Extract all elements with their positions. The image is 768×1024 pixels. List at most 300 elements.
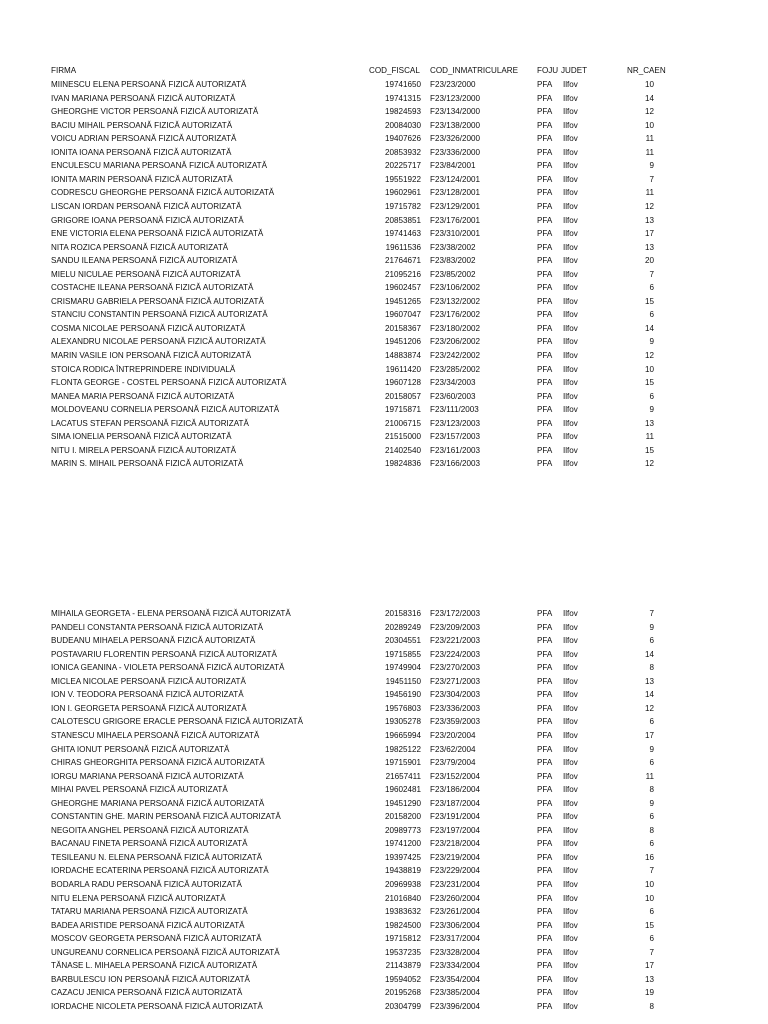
cell-cod-fiscal: 19741650 bbox=[384, 80, 421, 89]
table-row bbox=[0, 376, 768, 390]
cell-cod-inmatriculare: F23/359/2003 bbox=[430, 717, 480, 727]
table-row bbox=[0, 254, 768, 268]
table-row bbox=[0, 268, 768, 282]
table-row bbox=[0, 634, 768, 648]
cell-cod-fiscal: 21016840 bbox=[384, 893, 421, 903]
cell-firma: MARIN VASILE ION PERSOANĂ FIZICĂ AUTORIZATĂ bbox=[51, 351, 252, 360]
table-row bbox=[0, 756, 768, 770]
cell-nr-caen: 17 bbox=[644, 730, 654, 740]
cell-firma: COSMA NICOLAE PERSOANĂ FIZICĂ AUTORIZATĂ bbox=[51, 323, 246, 333]
cell-nr-caen: 6 bbox=[649, 283, 654, 293]
cell-firma: MOSCOV GEORGETA PERSOANĂ FIZICĂ AUTORIZATĂ bbox=[51, 934, 262, 944]
cell-firma: IORDACHE ECATERINA PERSOANĂ FIZICĂ AUTORIZATĂ bbox=[51, 866, 269, 876]
cell-cod-fiscal: 20225717 bbox=[384, 161, 421, 171]
cell-nr-caen: 14 bbox=[644, 93, 654, 103]
cell-firma: MIELU NICULAE PERSOANĂ FIZICĂ AUTORIZATĂ bbox=[51, 269, 241, 279]
table-row bbox=[0, 607, 768, 621]
cell-cod-fiscal: 19451265 bbox=[384, 296, 421, 306]
cell-nr-caen: 8 bbox=[649, 785, 654, 795]
cell-cod-fiscal: 21515000 bbox=[384, 432, 421, 442]
cell-foju: PFA bbox=[537, 703, 553, 713]
cell-foju: PFA bbox=[537, 744, 553, 754]
cell-judet: Ilfov bbox=[563, 188, 578, 198]
cell-judet: Ilfov bbox=[563, 269, 578, 279]
cell-cod-fiscal: 19451150 bbox=[385, 676, 421, 686]
cell-cod-fiscal: 21402540 bbox=[384, 445, 421, 455]
cell-judet: Ilfov bbox=[563, 866, 578, 876]
cell-judet: Ilfov bbox=[563, 378, 578, 388]
cell-judet: Ilfov bbox=[563, 785, 578, 795]
cell-cod-inmatriculare: F23/261/2004 bbox=[430, 907, 480, 917]
cell-nr-caen: 17 bbox=[644, 229, 654, 239]
table-row bbox=[0, 864, 768, 878]
cell-cod-fiscal: 20853851 bbox=[384, 215, 421, 225]
table-row bbox=[0, 295, 768, 309]
cell-cod-fiscal: 19611536 bbox=[385, 242, 421, 252]
cell-cod-inmatriculare: F23/191/2004 bbox=[430, 812, 480, 822]
cell-cod-inmatriculare: F23/206/2002 bbox=[430, 337, 480, 347]
cell-cod-fiscal: 21657411 bbox=[385, 771, 421, 781]
cell-firma: BARBULESCU ION PERSOANĂ FIZICĂ AUTORIZATĂ bbox=[51, 974, 250, 984]
cell-cod-fiscal: 19451206 bbox=[384, 337, 421, 347]
cell-judet: Ilfov bbox=[563, 201, 578, 211]
cell-judet: Ilfov bbox=[563, 812, 578, 822]
cell-firma: STANCIU CONSTANTIN PERSOANĂ FIZICĂ AUTORIZATĂ bbox=[51, 310, 268, 320]
cell-firma: SANDU ILEANA PERSOANĂ FIZICĂ AUTORIZATĂ bbox=[51, 256, 238, 266]
cell-nr-caen: 19 bbox=[644, 988, 654, 998]
cell-judet: Ilfov bbox=[563, 852, 578, 862]
table-row bbox=[0, 743, 768, 757]
cell-nr-caen: 6 bbox=[649, 907, 654, 917]
table-row bbox=[0, 417, 768, 431]
cell-firma: IONITA IOANA PERSOANĂ FIZICĂ AUTORIZATĂ bbox=[51, 147, 232, 157]
cell-foju: PFA bbox=[537, 852, 553, 862]
cell-firma: NITA ROZICA PERSOANĂ FIZICĂ AUTORIZATĂ bbox=[51, 242, 229, 252]
table-row bbox=[0, 186, 768, 200]
cell-cod-inmatriculare: F23/396/2004 bbox=[430, 1001, 480, 1011]
cell-judet: Ilfov bbox=[563, 107, 578, 117]
cell-foju: PFA bbox=[537, 93, 553, 103]
table-row bbox=[0, 105, 768, 119]
header-cod-inmatriculare: COD_INMATRICULARE bbox=[430, 66, 518, 75]
cell-firma: PANDELI CONSTANTA PERSOANĂ FIZICĂ AUTORIZATĂ bbox=[51, 622, 263, 632]
cell-cod-inmatriculare: F23/229/2004 bbox=[430, 866, 480, 876]
cell-cod-inmatriculare: F23/172/2003 bbox=[430, 609, 480, 618]
cell-judet: Ilfov bbox=[563, 432, 578, 442]
cell-cod-inmatriculare: F23/134/2000 bbox=[430, 107, 480, 117]
cell-firma: COSTACHE ILEANA PERSOANĂ FIZICĂ AUTORIZATĂ bbox=[51, 283, 254, 293]
cell-cod-inmatriculare: F23/187/2004 bbox=[430, 798, 480, 808]
cell-foju: PFA bbox=[537, 80, 553, 89]
cell-nr-caen: 9 bbox=[649, 798, 654, 808]
cell-foju: PFA bbox=[537, 391, 553, 401]
cell-firma: GHEORGHE MARIANA PERSOANĂ FIZICĂ AUTORIZATĂ bbox=[51, 798, 265, 808]
cell-foju: PFA bbox=[537, 120, 553, 130]
cell-firma: STOICA RODICA ÎNTREPRINDERE INDIVIDUALĂ bbox=[51, 364, 236, 374]
cell-foju: PFA bbox=[537, 215, 553, 225]
cell-judet: Ilfov bbox=[563, 405, 578, 415]
table-row bbox=[0, 322, 768, 336]
cell-firma: BACANAU FINETA PERSOANĂ FIZICĂ AUTORIZATĂ bbox=[51, 839, 248, 849]
cell-cod-inmatriculare: F23/271/2003 bbox=[430, 676, 480, 686]
cell-judet: Ilfov bbox=[563, 283, 578, 293]
cell-firma: IVAN MARIANA PERSOANĂ FIZICĂ AUTORIZATĂ bbox=[51, 93, 236, 103]
cell-nr-caen: 7 bbox=[649, 174, 654, 184]
cell-judet: Ilfov bbox=[563, 310, 578, 320]
cell-judet: Ilfov bbox=[563, 839, 578, 849]
cell-judet: Ilfov bbox=[563, 622, 578, 632]
cell-foju: PFA bbox=[537, 798, 553, 808]
cell-cod-inmatriculare: F23/128/2001 bbox=[430, 188, 480, 198]
cell-judet: Ilfov bbox=[563, 703, 578, 713]
cell-nr-caen: 13 bbox=[644, 418, 654, 428]
table-row bbox=[0, 78, 768, 92]
cell-firma: MIHAI PAVEL PERSOANĂ FIZICĂ AUTORIZATĂ bbox=[51, 785, 228, 795]
cell-foju: PFA bbox=[537, 296, 553, 306]
cell-nr-caen: 10 bbox=[644, 880, 654, 889]
header-firma: FIRMA bbox=[51, 66, 77, 75]
cell-cod-inmatriculare: F23/197/2004 bbox=[430, 825, 480, 835]
cell-foju: PFA bbox=[537, 445, 553, 455]
cell-cod-inmatriculare: F23/161/2003 bbox=[430, 445, 480, 455]
cell-foju: PFA bbox=[537, 676, 553, 686]
cell-firma: BUDEANU MIHAELA PERSOANĂ FIZICĂ AUTORIZATĂ bbox=[51, 636, 256, 646]
cell-cod-fiscal: 20158057 bbox=[384, 391, 421, 401]
cell-judet: Ilfov bbox=[563, 337, 578, 347]
cell-firma: GRIGORE IOANA PERSOANĂ FIZICĂ AUTORIZATĂ bbox=[51, 215, 244, 225]
cell-judet: Ilfov bbox=[563, 825, 578, 835]
cell-firma: IONICA GEANINA - VIOLETA PERSOANĂ FIZICĂ AUTORIZATĂ bbox=[51, 663, 285, 673]
cell-judet: Ilfov bbox=[563, 974, 578, 984]
cell-cod-inmatriculare: F23/336/2000 bbox=[430, 147, 480, 157]
cell-nr-caen: 15 bbox=[644, 378, 654, 388]
cell-cod-fiscal: 20969938 bbox=[384, 880, 421, 889]
cell-firma: MICLEA NICOLAE PERSOANĂ FIZICĂ AUTORIZATĂ bbox=[51, 676, 246, 686]
table-row bbox=[0, 92, 768, 106]
cell-judet: Ilfov bbox=[563, 1001, 578, 1011]
header-nr-caen: NR_CAEN bbox=[627, 66, 666, 75]
cell-nr-caen: 7 bbox=[649, 866, 654, 876]
cell-judet: Ilfov bbox=[563, 215, 578, 225]
cell-cod-fiscal: 19594052 bbox=[384, 974, 421, 984]
cell-firma: ION V. TEODORA PERSOANĂ FIZICĂ AUTORIZATĂ bbox=[51, 690, 244, 700]
cell-foju: PFA bbox=[537, 405, 553, 415]
cell-cod-fiscal: 19602457 bbox=[384, 283, 421, 293]
table-row bbox=[0, 810, 768, 824]
cell-cod-fiscal: 19611420 bbox=[385, 364, 421, 374]
cell-nr-caen: 8 bbox=[649, 1001, 654, 1011]
cell-foju: PFA bbox=[537, 649, 553, 659]
cell-foju: PFA bbox=[537, 188, 553, 198]
cell-nr-caen: 20 bbox=[644, 256, 654, 266]
cell-foju: PFA bbox=[537, 771, 553, 781]
cell-judet: Ilfov bbox=[563, 242, 578, 252]
cell-firma: GHEORGHE VICTOR PERSOANĂ FIZICĂ AUTORIZATĂ bbox=[51, 107, 259, 117]
cell-judet: Ilfov bbox=[563, 80, 578, 89]
cell-foju: PFA bbox=[537, 825, 553, 835]
cell-firma: BODARLA RADU PERSOANĂ FIZICĂ AUTORIZATĂ bbox=[51, 880, 242, 889]
table-row bbox=[0, 444, 768, 458]
cell-foju: PFA bbox=[537, 229, 553, 239]
table-row bbox=[0, 688, 768, 702]
cell-cod-fiscal: 19438819 bbox=[384, 866, 421, 876]
cell-nr-caen: 9 bbox=[649, 405, 654, 415]
cell-judet: Ilfov bbox=[563, 758, 578, 768]
cell-cod-fiscal: 19825122 bbox=[384, 744, 421, 754]
cell-cod-inmatriculare: F23/224/2003 bbox=[430, 649, 480, 659]
cell-judet: Ilfov bbox=[563, 134, 578, 144]
cell-nr-caen: 8 bbox=[649, 825, 654, 835]
cell-cod-fiscal: 19607128 bbox=[384, 378, 421, 388]
cell-cod-fiscal: 19715782 bbox=[384, 201, 421, 211]
cell-cod-fiscal: 19383632 bbox=[384, 907, 421, 917]
cell-cod-inmatriculare: F23/79/2004 bbox=[430, 758, 476, 768]
cell-cod-fiscal: 19715901 bbox=[384, 758, 421, 768]
table-row bbox=[0, 349, 768, 363]
cell-cod-inmatriculare: F23/138/2000 bbox=[430, 120, 480, 130]
cell-firma: STANESCU MIHAELA PERSOANĂ FIZICĂ AUTORIZATĂ bbox=[51, 730, 260, 740]
cell-foju: PFA bbox=[537, 893, 553, 903]
cell-firma: ION I. GEORGETA PERSOANĂ FIZICĂ AUTORIZATĂ bbox=[51, 703, 247, 713]
cell-firma: CRISMARU GABRIELA PERSOANĂ FIZICĂ AUTORIZATĂ bbox=[51, 296, 264, 306]
cell-judet: Ilfov bbox=[563, 798, 578, 808]
table-row bbox=[0, 200, 768, 214]
cell-nr-caen: 13 bbox=[644, 242, 654, 252]
table-row bbox=[0, 851, 768, 865]
cell-nr-caen: 6 bbox=[649, 839, 654, 849]
cell-cod-inmatriculare: F23/62/2004 bbox=[430, 744, 476, 754]
cell-cod-inmatriculare: F23/385/2004 bbox=[430, 988, 480, 998]
cell-nr-caen: 13 bbox=[644, 974, 654, 984]
cell-firma: MARIN S. MIHAIL PERSOANĂ FIZICĂ AUTORIZATĂ bbox=[51, 459, 244, 469]
cell-judet: Ilfov bbox=[563, 663, 578, 673]
cell-firma: IONITA MARIN PERSOANĂ FIZICĂ AUTORIZATĂ bbox=[51, 174, 233, 184]
cell-firma: MANEA MARIA PERSOANĂ FIZICĂ AUTORIZATĂ bbox=[51, 391, 235, 401]
cell-firma: TĂNASE L. MIHAELA PERSOANĂ FIZICĂ AUTORIZATĂ bbox=[51, 961, 258, 971]
cell-judet: Ilfov bbox=[563, 730, 578, 740]
cell-firma: MOLDOVEANU CORNELIA PERSOANĂ FIZICĂ AUTORIZATĂ bbox=[51, 405, 280, 415]
cell-judet: Ilfov bbox=[563, 649, 578, 659]
cell-cod-inmatriculare: F23/180/2002 bbox=[430, 323, 480, 333]
table-row bbox=[0, 959, 768, 973]
cell-nr-caen: 15 bbox=[644, 445, 654, 455]
cell-cod-fiscal: 19749904 bbox=[384, 663, 421, 673]
cell-cod-inmatriculare: F23/176/2002 bbox=[430, 310, 480, 320]
cell-firma: SIMA IONELIA PERSOANĂ FIZICĂ AUTORIZATĂ bbox=[51, 432, 232, 442]
table-row bbox=[0, 227, 768, 241]
cell-cod-inmatriculare: F23/38/2002 bbox=[430, 242, 476, 252]
cell-firma: POSTAVARIU FLORENTIN PERSOANĂ FIZICĂ AUTORIZATĂ bbox=[51, 649, 277, 659]
cell-firma: IORGU MARIANA PERSOANĂ FIZICĂ AUTORIZATĂ bbox=[51, 771, 244, 781]
cell-firma: MIHAILA GEORGETA - ELENA PERSOANĂ FIZICĂ AUTORIZATĂ bbox=[51, 609, 291, 618]
cell-cod-fiscal: 20158316 bbox=[384, 609, 421, 618]
table-row bbox=[0, 1000, 768, 1014]
cell-foju: PFA bbox=[537, 351, 553, 360]
cell-cod-fiscal: 21143879 bbox=[385, 961, 421, 971]
table-row bbox=[0, 973, 768, 987]
cell-cod-inmatriculare: F23/310/2001 bbox=[430, 229, 480, 239]
cell-cod-inmatriculare: F23/336/2003 bbox=[430, 703, 480, 713]
cell-cod-fiscal: 19407626 bbox=[384, 134, 421, 144]
cell-foju: PFA bbox=[537, 242, 553, 252]
cell-foju: PFA bbox=[537, 432, 553, 442]
cell-firma: TATARU MARIANA PERSOANĂ FIZICĂ AUTORIZATĂ bbox=[51, 907, 248, 917]
table-row bbox=[0, 308, 768, 322]
cell-cod-inmatriculare: F23/106/2002 bbox=[430, 283, 480, 293]
cell-foju: PFA bbox=[537, 758, 553, 768]
cell-firma: CAZACU JENICA PERSOANĂ FIZICĂ AUTORIZATĂ bbox=[51, 988, 243, 998]
cell-cod-inmatriculare: F23/34/2003 bbox=[430, 378, 476, 388]
cell-nr-caen: 11 bbox=[645, 134, 654, 144]
cell-foju: PFA bbox=[537, 337, 553, 347]
cell-cod-fiscal: 19607047 bbox=[384, 310, 421, 320]
table-row bbox=[0, 119, 768, 133]
cell-cod-fiscal: 19537235 bbox=[384, 947, 421, 957]
cell-cod-fiscal: 19824500 bbox=[384, 920, 421, 930]
header-row bbox=[0, 64, 768, 78]
cell-firma: ENCULESCU MARIANA PERSOANĂ FIZICĂ AUTORIZATĂ bbox=[51, 161, 268, 171]
cell-firma: NITU I. MIRELA PERSOANĂ FIZICĂ AUTORIZATĂ bbox=[51, 445, 236, 455]
cell-cod-fiscal: 19397425 bbox=[384, 852, 421, 862]
table-row bbox=[0, 892, 768, 906]
cell-cod-fiscal: 19602961 bbox=[384, 188, 421, 198]
cell-nr-caen: 13 bbox=[644, 215, 654, 225]
cell-cod-fiscal: 20195268 bbox=[384, 988, 421, 998]
cell-nr-caen: 6 bbox=[649, 934, 654, 944]
cell-firma: GHITA IONUT PERSOANĂ FIZICĂ AUTORIZATĂ bbox=[51, 744, 230, 754]
table-row bbox=[0, 146, 768, 160]
cell-nr-caen: 14 bbox=[644, 690, 654, 700]
cell-cod-fiscal: 20304799 bbox=[384, 1001, 421, 1011]
cell-nr-caen: 6 bbox=[649, 391, 654, 401]
cell-firma: LISCAN IORDAN PERSOANĂ FIZICĂ AUTORIZATĂ bbox=[51, 201, 242, 211]
cell-cod-inmatriculare: F23/176/2001 bbox=[430, 215, 480, 225]
cell-firma: IORDACHE NICOLETA PERSOANĂ FIZICĂ AUTORIZATĂ bbox=[51, 1001, 263, 1011]
cell-cod-fiscal: 19602481 bbox=[384, 785, 421, 795]
cell-firma: BADEA ARISTIDE PERSOANĂ FIZICĂ AUTORIZATĂ bbox=[51, 920, 245, 930]
cell-judet: Ilfov bbox=[563, 893, 578, 903]
cell-cod-inmatriculare: F23/328/2004 bbox=[430, 947, 480, 957]
table-row bbox=[0, 797, 768, 811]
cell-foju: PFA bbox=[537, 378, 553, 388]
cell-nr-caen: 12 bbox=[644, 351, 654, 360]
cell-cod-fiscal: 19451290 bbox=[384, 798, 421, 808]
cell-judet: Ilfov bbox=[563, 947, 578, 957]
table-row bbox=[0, 661, 768, 675]
cell-cod-inmatriculare: F23/285/2002 bbox=[430, 364, 480, 374]
cell-judet: Ilfov bbox=[563, 961, 578, 971]
cell-cod-inmatriculare: F23/129/2001 bbox=[430, 201, 480, 211]
cell-cod-inmatriculare: F23/219/2004 bbox=[430, 852, 480, 862]
cell-firma: CODRESCU GHEORGHE PERSOANĂ FIZICĂ AUTORIZATĂ bbox=[51, 188, 275, 198]
cell-nr-caen: 6 bbox=[649, 812, 654, 822]
cell-cod-inmatriculare: F23/132/2002 bbox=[430, 296, 480, 306]
cell-cod-fiscal: 19824836 bbox=[384, 459, 421, 469]
table-row bbox=[0, 675, 768, 689]
cell-judet: Ilfov bbox=[563, 907, 578, 917]
cell-foju: PFA bbox=[537, 934, 553, 944]
table-row bbox=[0, 783, 768, 797]
table-row bbox=[0, 241, 768, 255]
cell-nr-caen: 14 bbox=[644, 323, 654, 333]
cell-nr-caen: 7 bbox=[649, 269, 654, 279]
cell-nr-caen: 10 bbox=[644, 364, 654, 374]
table-row bbox=[0, 986, 768, 1000]
cell-nr-caen: 16 bbox=[644, 852, 654, 862]
table-row bbox=[0, 946, 768, 960]
table-row bbox=[0, 715, 768, 729]
cell-cod-inmatriculare: F23/111/2003 bbox=[430, 405, 479, 415]
cell-cod-fiscal: 19665994 bbox=[384, 730, 421, 740]
cell-cod-fiscal: 20289249 bbox=[384, 622, 421, 632]
cell-cod-fiscal: 19741463 bbox=[384, 229, 421, 239]
cell-foju: PFA bbox=[537, 323, 553, 333]
cell-judet: Ilfov bbox=[563, 880, 578, 889]
cell-firma: ENE VICTORIA ELENA PERSOANĂ FIZICĂ AUTORIZATĂ bbox=[51, 229, 264, 239]
cell-nr-caen: 9 bbox=[649, 744, 654, 754]
cell-judet: Ilfov bbox=[563, 676, 578, 686]
cell-firma: CONSTANTIN GHE. MARIN PERSOANĂ FIZICĂ AUTORIZATĂ bbox=[51, 812, 281, 822]
cell-foju: PFA bbox=[537, 310, 553, 320]
cell-cod-fiscal: 19741315 bbox=[384, 93, 421, 103]
table-row bbox=[0, 770, 768, 784]
cell-nr-caen: 15 bbox=[644, 920, 654, 930]
cell-nr-caen: 11 bbox=[645, 432, 654, 442]
cell-cod-inmatriculare: F23/152/2004 bbox=[430, 771, 480, 781]
cell-foju: PFA bbox=[537, 785, 553, 795]
cell-firma: BACIU MIHAIL PERSOANĂ FIZICĂ AUTORIZATĂ bbox=[51, 120, 233, 130]
cell-nr-caen: 9 bbox=[649, 337, 654, 347]
cell-nr-caen: 10 bbox=[644, 80, 654, 89]
cell-cod-inmatriculare: F23/334/2004 bbox=[430, 961, 480, 971]
cell-cod-inmatriculare: F23/354/2004 bbox=[430, 974, 480, 984]
cell-cod-fiscal: 19576803 bbox=[384, 703, 421, 713]
cell-firma: UNGUREANU CORNELICA PERSOANĂ FIZICĂ AUTORIZATĂ bbox=[51, 947, 280, 957]
table-row bbox=[0, 173, 768, 187]
cell-cod-fiscal: 19551922 bbox=[384, 174, 421, 184]
cell-foju: PFA bbox=[537, 812, 553, 822]
cell-foju: PFA bbox=[537, 459, 553, 469]
cell-firma: VOICU ADRIAN PERSOANĂ FIZICĂ AUTORIZATĂ bbox=[51, 134, 237, 144]
header-judet: JUDET bbox=[561, 66, 588, 75]
cell-foju: PFA bbox=[537, 839, 553, 849]
cell-foju: PFA bbox=[537, 1001, 553, 1011]
cell-cod-fiscal: 19824593 bbox=[384, 107, 421, 117]
cell-firma: CHIRAS GHEORGHITA PERSOANĂ FIZICĂ AUTORIZATĂ bbox=[51, 758, 265, 768]
cell-foju: PFA bbox=[537, 161, 553, 171]
cell-nr-caen: 11 bbox=[645, 771, 654, 781]
cell-foju: PFA bbox=[537, 974, 553, 984]
table-row bbox=[0, 932, 768, 946]
cell-foju: PFA bbox=[537, 866, 553, 876]
cell-nr-caen: 7 bbox=[649, 609, 654, 618]
cell-cod-inmatriculare: F23/83/2002 bbox=[430, 256, 476, 266]
cell-foju: PFA bbox=[537, 107, 553, 117]
cell-firma: MIINESCU ELENA PERSOANĂ FIZICĂ AUTORIZATĂ bbox=[51, 80, 247, 89]
cell-judet: Ilfov bbox=[563, 636, 578, 646]
cell-judet: Ilfov bbox=[563, 920, 578, 930]
cell-foju: PFA bbox=[537, 988, 553, 998]
table-row bbox=[0, 390, 768, 404]
cell-cod-fiscal: 21006715 bbox=[384, 418, 421, 428]
cell-judet: Ilfov bbox=[563, 120, 578, 130]
cell-cod-inmatriculare: F23/186/2004 bbox=[430, 785, 480, 795]
table-row bbox=[0, 430, 768, 444]
cell-nr-caen: 13 bbox=[644, 676, 654, 686]
cell-cod-fiscal: 20158200 bbox=[384, 812, 421, 822]
cell-cod-inmatriculare: F23/84/2001 bbox=[430, 161, 476, 171]
cell-nr-caen: 9 bbox=[649, 161, 654, 171]
